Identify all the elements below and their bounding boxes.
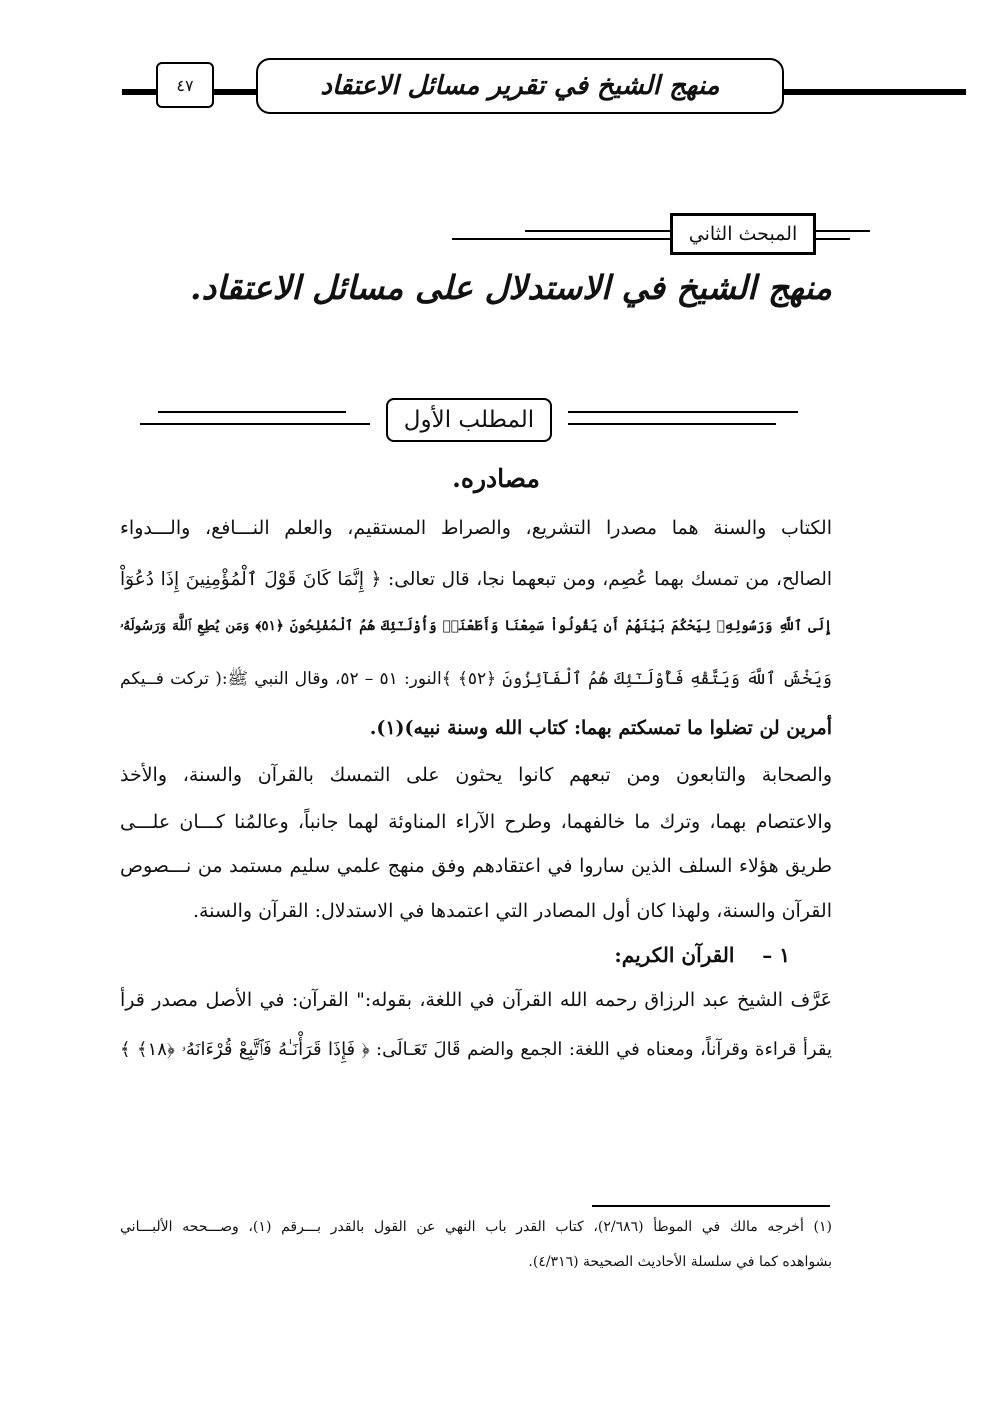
subsection-label: المطلب الأول (403, 407, 535, 433)
header-rule-middle (212, 89, 260, 95)
subsection-rule-left-bottom (140, 423, 370, 425)
running-header-title: منهج الشيخ في تقرير مسائل الاعتقاد (320, 71, 720, 101)
section-rule-d (814, 238, 850, 240)
paragraph-3-line-2: يقرأ قراءة وقرآناً، ومعناه في اللغة: الجمع والضم قَالَ تَعَـالَى: ﴿ فَإِذَا قَرَأْنَـٰهُ فَٱتَّبِعْ قُرْءَانَهُۥ ﴿١٨﴾ ﴾ (120, 1039, 832, 1060)
subsection-label-box (386, 398, 552, 442)
footnote-line-1: (١) أخرجه مالك في الموطأ (٢/٦٨٦)، كتاب القدر باب النهي عن القول بالقدر بـــرقم (١)، وصـــححه الألبـــاني (120, 1219, 833, 1235)
section-rule-c (814, 230, 870, 232)
header-rule-right (780, 89, 966, 95)
subsection-heading: مصادره. (452, 464, 540, 493)
paragraph-1-line-3: إِلَى ٱللَّهِ وَرَسُولِهِۦ لِيَحْكُمَ بَيْنَهُمْ أَن يَقُولُواْ سَمِعْنَا وَأَطَعْنَاۚ وَأُوْلَـٰٓئِكَ هُمُ ٱلْمُفْلِحُونَ ﴿٥١﴾ وَمَن يُطِعِ ٱللَّهَ وَرَسُولَهُۥ (120, 618, 832, 634)
paragraph-1-line-5: أمرين لن تضلوا ما تمسكتم بهما: كتاب الله وسنة نبيه)(١). (369, 717, 832, 739)
section-rule-a (452, 238, 672, 240)
subsection-rule-left-top (158, 411, 346, 413)
section-label: المبحث الثاني (688, 223, 798, 245)
paragraph-3-line-1: عَرَّف الشيخ عبد الرزاق رحمه الله القرآن في اللغة، بقوله:" القرآن: في الأصل مصدر قرأ (120, 989, 832, 1011)
footnote-line-2: بشواهده كما في سلسلة الأحاديث الصحيحة (٤/٣١٦). (528, 1254, 832, 1270)
section-label-box (670, 213, 816, 255)
footnote-separator (592, 1205, 830, 1207)
subsection-rule-right-top (568, 411, 798, 413)
header-rule-left (122, 89, 158, 95)
list-item-quran-heading: ١ – القرآن الكريم: (614, 943, 790, 967)
paragraph-1-line-2: الصالح، من تمسك بهما عُصِم، ومن تبعهما نجا، قال تعالى: ﴿ إِنَّمَا كَانَ قَوْلَ ٱلْمُؤْمِنِينَ إِذَا دُعُوٓاْ (120, 569, 832, 590)
paragraph-1-line-1: الكتاب والسنة هما مصدرا التشريع، والصراط المستقيم، والعلم النـــافع، والـــدواء (120, 517, 832, 539)
page-number: ٤٧ (176, 75, 194, 95)
page-number-box (156, 62, 214, 108)
paragraph-2-line-3: طريق هؤلاء السلف الذين ساروا في اعتقادهم وفق منهج علمي سليم مستمد من نـــصوص (120, 855, 832, 877)
section-title: منهج الشيخ في الاستدلال على مسائل الاعتقاد. (189, 268, 832, 307)
paragraph-2-line-4: القرآن والسنة، ولهذا كان أول المصادر التي اعتمدها في الاستدلال: القرآن والسنة. (192, 900, 832, 922)
paragraph-2-line-2: والاعتصام بهما، وترك ما خالفهما، وطرح الآراء المناوئة لهما جانباً، وعالمُنا كـــان علـــى (120, 811, 832, 833)
paragraph-1-line-4: وَيَخْشَ ٱللَّهَ وَيَتَّقْهِ فَأُوْلَـٰٓئِكَ هُمُ ٱلْفَآئِزُونَ ﴿٥٢﴾ ﴾النور: ٥١ – ٥٢، وقال النبي ﷺ:( تركت فــيكم (120, 669, 833, 689)
section-rule-b (525, 230, 672, 232)
subsection-rule-right-bottom (568, 423, 776, 425)
running-header-box (256, 58, 784, 114)
paragraph-2-line-1: والصحابة والتابعون ومن تبعهم كانوا يحثون على التمسك بالقرآن والسنة، والأخذ (120, 764, 832, 786)
